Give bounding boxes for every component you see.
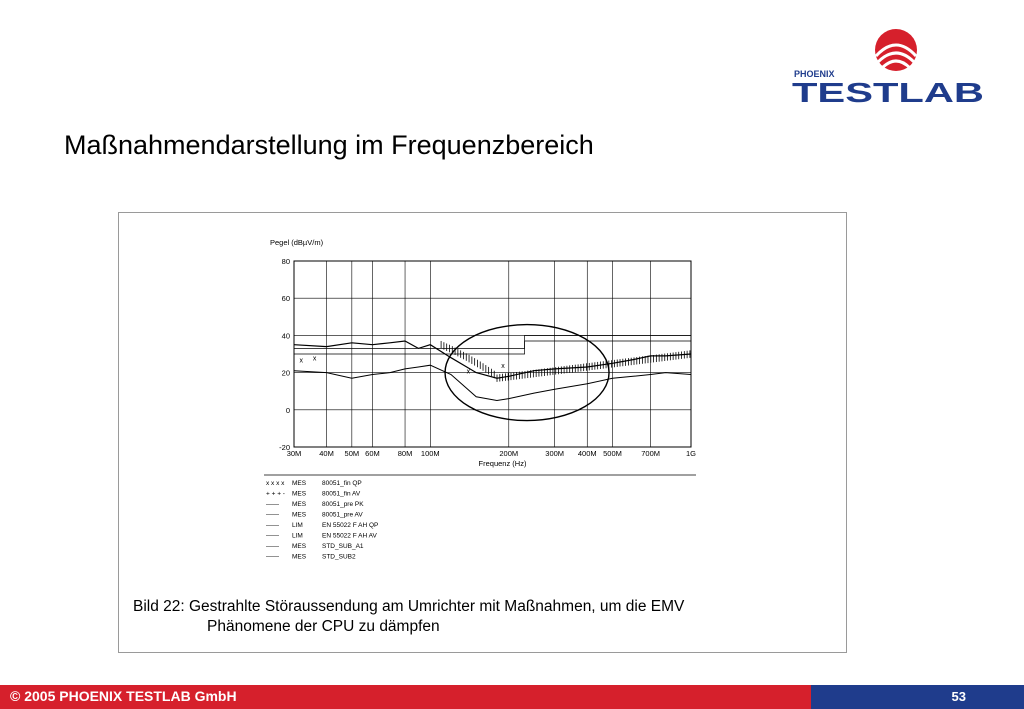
data-point-x: x [312, 355, 317, 363]
legend-type: MES [292, 480, 307, 487]
legend-marker: —— [266, 543, 279, 550]
legend-entry: 80051_fin QP [322, 480, 362, 487]
x-axis-label: Frequenz (Hz) [478, 459, 527, 468]
logo-small-text: PHOENIX [794, 69, 835, 79]
legend-entry: STD_SUB2 [322, 553, 356, 561]
footer-copyright: © 2005 PHOENIX TESTLAB GmbH [10, 688, 237, 704]
legend-type: LIM [292, 522, 303, 529]
legend-type: MES [292, 501, 307, 508]
footer-page-box [811, 685, 1024, 709]
legend-marker: —— [266, 532, 279, 540]
phoenix-logo-icon [790, 22, 990, 112]
legend-entry: 80051_pre AV [322, 511, 363, 519]
legend-marker: x x x x [266, 480, 285, 487]
figure-frame [118, 212, 847, 653]
legend-marker: —— [266, 501, 279, 508]
x-tick-label: 50M [344, 449, 360, 458]
y-tick-label: 60 [281, 294, 290, 304]
y-axis-label: Pegel (dBµV/m) [270, 238, 324, 247]
legend-marker: + + + - [266, 490, 285, 498]
data-point-x: x [466, 368, 471, 376]
legend-type: MES [292, 543, 307, 550]
x-tick-label: 40M [319, 449, 334, 458]
page-number: 53 [951, 689, 966, 704]
legend-marker: —— [266, 522, 279, 529]
legend-type: MES [292, 553, 307, 561]
legend-entry: 80051_pre PK [322, 501, 364, 508]
x-tick-label: 30M [286, 449, 302, 458]
x-tick-label: 400M [577, 449, 597, 458]
legend-entry: EN 55022 F AH AV [322, 532, 377, 540]
chart-background [264, 231, 696, 571]
figure-caption [133, 597, 833, 637]
caption-line-2: Phänomene der CPU zu dämpfen [207, 618, 440, 635]
legend-marker: —— [266, 511, 279, 519]
x-tick-label: 80M [397, 449, 413, 458]
x-tick-label: 200M [499, 449, 519, 458]
logo-big-text: TESTLAB [792, 77, 984, 108]
data-point-x: x [501, 363, 505, 371]
x-tick-label: 1G [685, 449, 696, 458]
y-tick-label: -20 [279, 443, 290, 452]
legend-entry: STD_SUB_A1 [322, 543, 364, 550]
legend-entry: EN 55022 F AH QP [322, 522, 379, 529]
x-tick-label: 700M [641, 449, 661, 458]
x-tick-label: 500M [603, 449, 622, 458]
footer-bar [0, 685, 1024, 709]
x-tick-label: 300M [545, 449, 565, 458]
y-tick-label: 0 [285, 405, 290, 415]
x-tick-label: 60M [365, 449, 380, 458]
legend-type: LIM [292, 532, 303, 540]
x-tick-label: 100M [420, 449, 440, 458]
legend-marker: —— [266, 553, 279, 561]
data-point-x: x [299, 357, 304, 365]
y-tick-label: 80 [281, 257, 290, 266]
phoenix-testlab-logo [790, 22, 990, 112]
emission-chart [264, 231, 696, 571]
legend-type: MES [292, 511, 307, 519]
y-tick-label: 40 [281, 331, 290, 341]
legend-entry: 80051_fin AV [322, 490, 361, 498]
y-tick-label: 20 [281, 368, 290, 378]
page-title: Maßnahmendarstellung im Frequenzbereich [64, 130, 594, 160]
chart-area [264, 231, 696, 571]
caption-line-1: Bild 22: Gestrahlte Störaussendung am Umrichter mit Maßnahmen, um die EMV [133, 598, 685, 615]
legend-type: MES [292, 490, 307, 498]
